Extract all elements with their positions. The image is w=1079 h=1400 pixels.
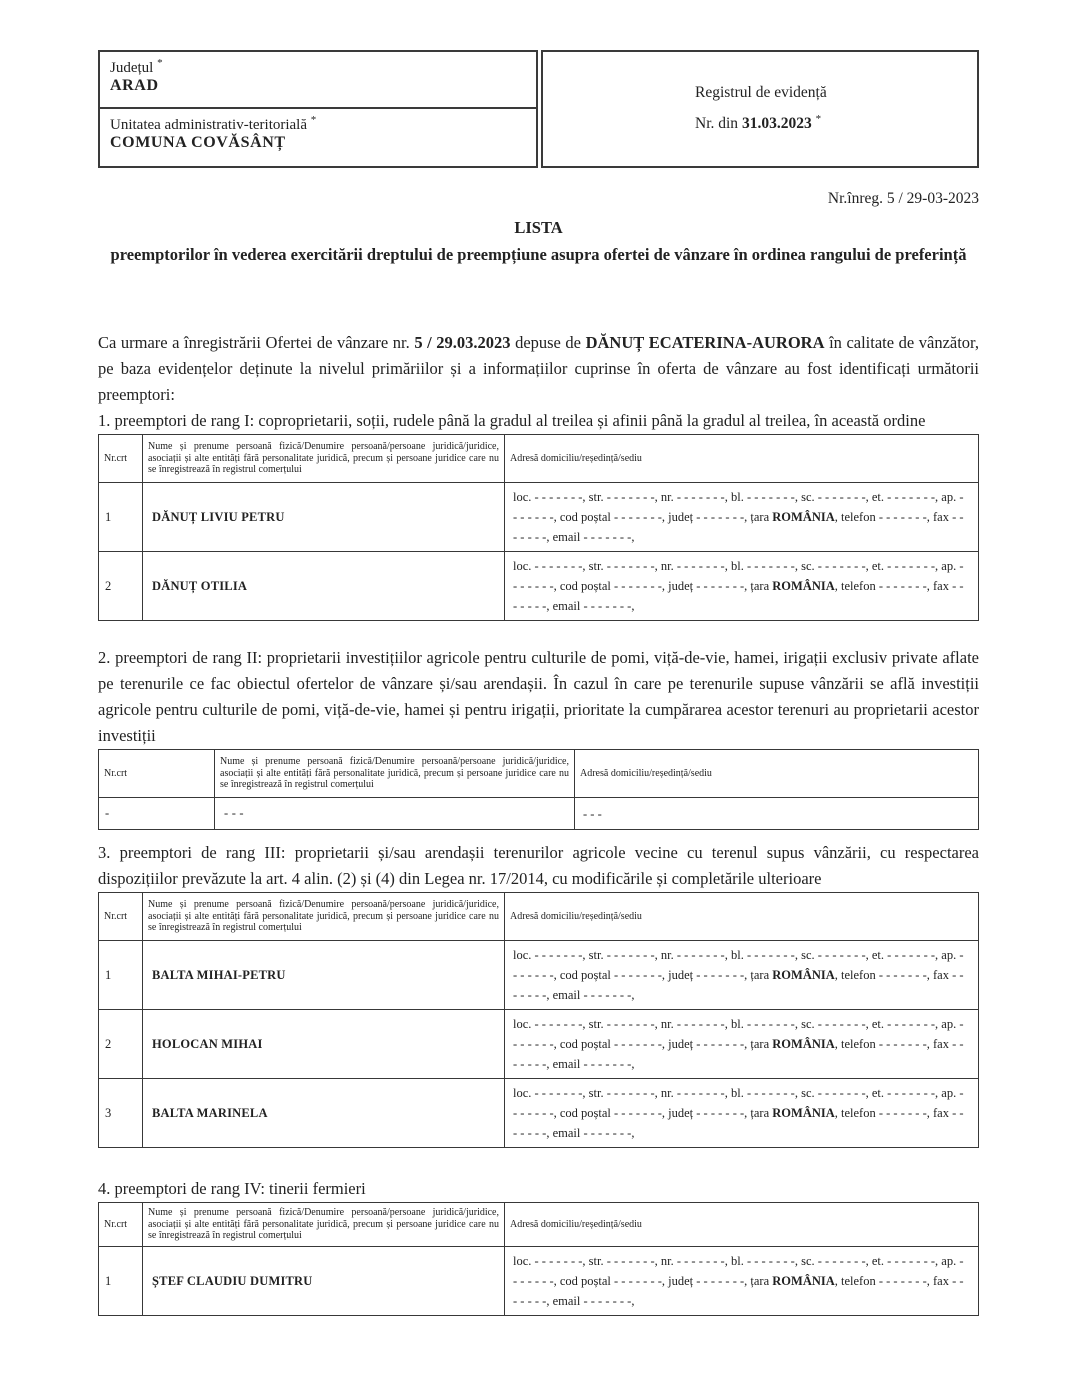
intro-text-2: depuse de (515, 333, 582, 352)
preemptors-table-rank3 (98, 892, 979, 1148)
uat-cell (100, 109, 536, 166)
table-row (99, 941, 979, 1010)
preemptor-name: BALTA MARINELA (143, 1079, 505, 1148)
registry-box (541, 50, 979, 168)
address-country: ROMÂNIA (772, 1037, 835, 1051)
table-header-nr: Nr.crt (99, 893, 143, 941)
uat-label-text: Unitatea administrativ-teritorială (110, 117, 308, 133)
address-text: loc. - - - - - - -, str. - - - - - - -, nr. - - - - - - -, bl. - - - - - - -, sc. - - - - - - -, et. - - - - - - -, ap. - - - - - - -, cod poștal - - - - - - -, județ - - - - - - -, țara (513, 1254, 964, 1288)
address-country: ROMÂNIA (772, 1274, 835, 1288)
row-number: 2 (99, 552, 143, 621)
table-header-row (99, 750, 979, 798)
table-header-name: Nume și prenume persoană fizică/Denumire persoană/persoane juridică/juridice, asociații și alte entități fără personalitate juridică, precum și persoane juridice care nu se înregistrează în registrul comerțului (143, 893, 505, 941)
row-number: 1 (99, 1247, 143, 1316)
table-header-nr: Nr.crt (99, 435, 143, 483)
address-text-after: , telefon - - - - - - -, fax - - - - - - -, email - - - - - - -, (513, 1106, 964, 1140)
preemptors-table-rank4 (98, 1202, 979, 1316)
section-heading-rank2: 2. preemptori de rang II: proprietarii investițiilor agricole pentru culturile de pomi, viță-de-vie, hamei, irigații exclusiv private aflate pe terenurile ce fac obiectul ofertelor de vânzare și/sau arendașii. În cazul în care pe terenurile supuse vânzării se află investiții agricole pentru culturile de pomi, viță-de-vie, hamei și pentru irigații, prioritate la cumpărarea acestor terenuri au proprietarii acestor investiții (98, 648, 979, 745)
table-row (99, 552, 979, 621)
registry-number-line (695, 106, 977, 137)
table-header-address: Adresă domiciliu/reședință/sediu (505, 893, 979, 941)
address-text: loc. - - - - - - -, str. - - - - - - -, nr. - - - - - - -, bl. - - - - - - -, sc. - - - - - - -, et. - - - - - - -, ap. - - - - - - -, cod poștal - - - - - - -, județ - - - - - - -, țara (513, 948, 964, 982)
preemptor-address (505, 1079, 979, 1148)
table-row (99, 1079, 979, 1148)
uat-value: COMUNA COVĂSÂNȚ (110, 134, 286, 151)
preemptor-address (505, 483, 979, 552)
table-row (99, 1247, 979, 1316)
address-text-after: , telefon - - - - - - -, fax - - - - - - -, email - - - - - - -, (513, 510, 964, 544)
row-number: 3 (99, 1079, 143, 1148)
preemptor-address (505, 1010, 979, 1079)
page-subtitle: preemptorilor în vederea exercitării dreptului de preempțiune asupra ofertei de vânzare în ordinea rangului de preferință (110, 245, 967, 264)
registry-title: Registrul de evidență (695, 84, 827, 102)
judet-label (110, 57, 526, 77)
registry-number-prefix: Nr. din (695, 115, 739, 133)
preemptor-name: HOLOCAN MIHAI (143, 1010, 505, 1079)
table-header-address: Adresă domiciliu/reședință/sediu (575, 750, 979, 798)
preemptor-name: ȘTEF CLAUDIU DUMITRU (143, 1247, 505, 1316)
judet-label-text: Județul (110, 60, 154, 76)
table-header-row (99, 1203, 979, 1247)
preemptor-name: - - - (215, 798, 575, 830)
document-content (98, 0, 979, 1316)
registry-date: 31.03.2023 (741, 115, 812, 133)
table-header-row (99, 435, 979, 483)
address-country: ROMÂNIA (772, 579, 835, 593)
address-country: ROMÂNIA (772, 968, 835, 982)
letterhead-left-box (98, 50, 538, 168)
row-number: - (99, 798, 215, 830)
table-header-nr: Nr.crt (99, 750, 215, 798)
row-number: 2 (99, 1010, 143, 1079)
section-heading-rank4: 4. preemptori de rang IV: tinerii fermieri (98, 1179, 366, 1198)
uat-asterisk: * (310, 114, 317, 126)
address-text: loc. - - - - - - -, str. - - - - - - -, nr. - - - - - - -, bl. - - - - - - -, sc. - - - - - - -, et. - - - - - - -, ap. - - - - - - -, cod poștal - - - - - - -, județ - - - - - - -, țara (513, 1086, 964, 1120)
address-text: loc. - - - - - - -, str. - - - - - - -, nr. - - - - - - -, bl. - - - - - - -, sc. - - - - - - -, et. - - - - - - -, ap. - - - - - - -, cod poștal - - - - - - -, județ - - - - - - -, țara (513, 1017, 964, 1051)
intro-paragraph (98, 330, 979, 408)
letterhead (98, 50, 979, 168)
preemptor-address: - - - (575, 798, 979, 830)
table-header-name: Nume și prenume persoană fizică/Denumire persoană/persoane juridică/juridice, asociații și alte entități fără personalitate juridică, precum și persoane juridice care nu se înregistrează în registrul comerțului (143, 435, 505, 483)
address-text-after: , telefon - - - - - - -, fax - - - - - - -, email - - - - - - -, (513, 968, 964, 1002)
table-header-nr: Nr.crt (99, 1203, 143, 1247)
section-heading-rank3: 3. preemptori de rang III: proprietarii și/sau arendașii terenurilor agricole vecine cu terenul supus vânzării, cu respectarea dispozițiilor prevăzute la art. 4 alin. (2) și (4) din Legea nr. 17/2014, cu modificările și completările ulterioare (98, 843, 979, 888)
table-row (99, 1010, 979, 1079)
address-text: loc. - - - - - - -, str. - - - - - - -, nr. - - - - - - -, bl. - - - - - - -, sc. - - - - - - -, et. - - - - - - -, ap. - - - - - - -, cod poștal - - - - - - -, județ - - - - - - -, țara (513, 559, 964, 593)
table-row (99, 798, 979, 830)
table-header-address: Adresă domiciliu/reședință/sediu (505, 1203, 979, 1247)
preemptor-name: DĂNUȚ OTILIA (143, 552, 505, 621)
page-title: LISTA (514, 218, 563, 237)
preemptor-address (505, 1247, 979, 1316)
intro-text-3: în calitate de vânzător, pe baza evidențelor deținute la nivelul primăriilor și a informațiilor cuprinse în oferta de vânzare au fost identificați următorii preemptori: (98, 333, 980, 404)
row-number: 1 (99, 483, 143, 552)
address-country: ROMÂNIA (772, 510, 835, 524)
address-text-after: , telefon - - - - - - -, fax - - - - - - -, email - - - - - - -, (513, 1037, 964, 1071)
preemptors-table-rank1 (98, 434, 979, 621)
intro-text-1: Ca urmare a înregistrării Ofertei de vânzare nr. (98, 333, 410, 352)
seller-name: DĂNUȚ ECATERINA-AURORA (585, 333, 825, 352)
table-header-name: Nume și prenume persoană fizică/Denumire persoană/persoane juridică/juridice, asociații și alte entități fără personalitate juridică, precum și persoane juridice care nu se înregistrează în registrul comerțului (143, 1203, 505, 1247)
registry-asterisk: * (815, 113, 822, 126)
registration-number-line: Nr.înreg. 5 / 29-03-2023 (827, 190, 979, 207)
address-text: loc. - - - - - - -, str. - - - - - - -, nr. - - - - - - -, bl. - - - - - - -, sc. - - - - - - -, et. - - - - - - -, ap. - - - - - - -, cod poștal - - - - - - -, județ - - - - - - -, țara (513, 490, 964, 524)
address-text-after: , telefon - - - - - - -, fax - - - - - - -, email - - - - - - -, (513, 579, 964, 613)
table-row (99, 483, 979, 552)
preemptor-address (505, 941, 979, 1010)
judet-cell (100, 52, 536, 109)
offer-number: 5 / 29.03.2023 (414, 333, 511, 352)
section-heading-rank1: 1. preemptori de rang I: coproprietarii, soții, rudele până la gradul al treilea și afinii până la gradul al treilea, în această ordine (98, 411, 926, 430)
table-header-name: Nume și prenume persoană fizică/Denumire persoană/persoane juridică/juridice, asociații și alte entități fără personalitate juridică, precum și persoane juridice care nu se înregistrează în registrul comerțului (215, 750, 575, 798)
table-header-row (99, 893, 979, 941)
table-header-address: Adresă domiciliu/reședință/sediu (505, 435, 979, 483)
preemptor-name: BALTA MIHAI-PETRU (143, 941, 505, 1010)
judet-asterisk: * (157, 57, 163, 69)
preemptor-name: DĂNUȚ LIVIU PETRU (143, 483, 505, 552)
preemptor-address (505, 552, 979, 621)
uat-label (110, 114, 526, 134)
preemptors-table-rank2 (98, 749, 979, 830)
address-country: ROMÂNIA (772, 1106, 835, 1120)
judet-value: ARAD (110, 77, 159, 94)
row-number: 1 (99, 941, 143, 1010)
address-text-after: , telefon - - - - - - -, fax - - - - - - -, email - - - - - - -, (513, 1274, 964, 1308)
